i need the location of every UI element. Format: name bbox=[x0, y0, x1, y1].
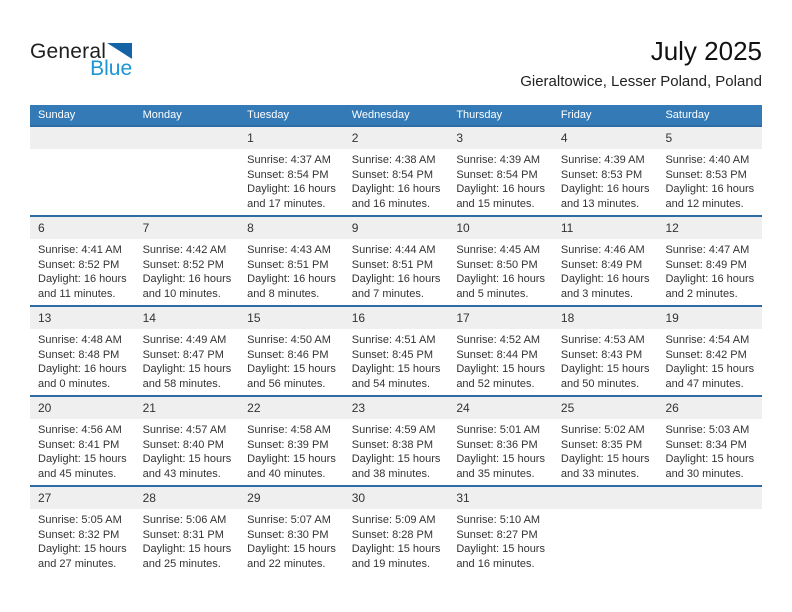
daylight-text: Daylight: 15 hours and 22 minutes. bbox=[247, 543, 336, 570]
sunset-text: Sunset: 8:50 PM bbox=[456, 258, 538, 271]
daylight-text: Daylight: 16 hours and 10 minutes. bbox=[142, 273, 232, 300]
sunrise-text: Sunrise: 4:37 AM bbox=[247, 154, 331, 166]
sunrise-text: Sunrise: 4:53 AM bbox=[560, 334, 645, 346]
sunrise-text: Sunrise: 5:01 AM bbox=[456, 424, 541, 436]
day-details bbox=[657, 149, 754, 211]
day-number: 27 bbox=[30, 487, 135, 509]
calendar-day-cell bbox=[344, 127, 449, 215]
day-details bbox=[30, 239, 127, 301]
general-blue-logo bbox=[30, 40, 132, 81]
sunset-text: Sunset: 8:34 PM bbox=[665, 438, 747, 451]
day-details bbox=[30, 509, 127, 571]
daylight-text: Daylight: 16 hours and 16 minutes. bbox=[351, 183, 441, 210]
day-number: 29 bbox=[239, 487, 344, 509]
sunrise-text: Sunrise: 4:51 AM bbox=[351, 334, 436, 346]
day-number: 17 bbox=[448, 307, 553, 329]
calendar-week-row bbox=[30, 485, 762, 575]
page-header bbox=[30, 36, 762, 90]
weekday-header-sunday: Sunday bbox=[38, 109, 76, 121]
weekday-header-saturday: Saturday bbox=[665, 109, 710, 121]
daylight-text: Daylight: 15 hours and 52 minutes. bbox=[456, 363, 545, 390]
weekday-header-wednesday: Wednesday bbox=[351, 109, 410, 121]
sunrise-text: Sunrise: 4:46 AM bbox=[560, 244, 645, 256]
day-number: 21 bbox=[135, 397, 240, 419]
sunset-text: Sunset: 8:38 PM bbox=[351, 438, 434, 451]
sunset-text: Sunset: 8:49 PM bbox=[560, 258, 643, 271]
sunrise-text: Sunrise: 5:05 AM bbox=[38, 514, 122, 526]
calendar-day-cell bbox=[239, 487, 344, 575]
day-number bbox=[553, 487, 658, 509]
calendar-day-cell bbox=[30, 487, 135, 575]
day-details bbox=[553, 329, 650, 391]
day-number bbox=[135, 127, 240, 149]
sunrise-text: Sunrise: 4:58 AM bbox=[247, 424, 331, 436]
daylight-text: Daylight: 16 hours and 12 minutes. bbox=[665, 183, 755, 210]
sunset-text: Sunset: 8:52 PM bbox=[142, 258, 224, 271]
calendar-day-cell bbox=[553, 307, 658, 395]
day-number: 19 bbox=[657, 307, 762, 329]
calendar-day-cell bbox=[135, 307, 240, 395]
calendar-table bbox=[30, 105, 762, 575]
sunrise-text: Sunrise: 5:03 AM bbox=[665, 424, 750, 436]
daylight-text: Daylight: 15 hours and 33 minutes. bbox=[560, 453, 650, 480]
calendar-day-cell bbox=[657, 217, 762, 305]
sunset-text: Sunset: 8:54 PM bbox=[456, 168, 538, 181]
day-number: 22 bbox=[239, 397, 344, 419]
sunrise-text: Sunrise: 4:47 AM bbox=[665, 244, 750, 256]
daylight-text: Daylight: 15 hours and 58 minutes. bbox=[142, 363, 232, 390]
day-details bbox=[135, 329, 232, 391]
sunset-text: Sunset: 8:27 PM bbox=[456, 528, 538, 541]
day-details bbox=[239, 149, 336, 211]
sunset-text: Sunset: 8:36 PM bbox=[456, 438, 538, 451]
logo-text-blue: Blue bbox=[90, 57, 133, 80]
day-number: 15 bbox=[239, 307, 344, 329]
daylight-text: Daylight: 15 hours and 56 minutes. bbox=[247, 363, 336, 390]
day-number: 5 bbox=[657, 127, 762, 149]
calendar-day-cell bbox=[135, 217, 240, 305]
day-number bbox=[30, 127, 135, 149]
day-details bbox=[553, 149, 650, 211]
day-number: 16 bbox=[344, 307, 449, 329]
day-number: 11 bbox=[553, 217, 658, 239]
logo-text-general: General bbox=[30, 40, 107, 63]
sunset-text: Sunset: 8:40 PM bbox=[142, 438, 224, 451]
daylight-text: Daylight: 15 hours and 19 minutes. bbox=[351, 543, 441, 570]
calendar-week-row bbox=[30, 395, 762, 485]
daylight-text: Daylight: 15 hours and 38 minutes. bbox=[351, 453, 441, 480]
day-number: 26 bbox=[657, 397, 762, 419]
day-number bbox=[657, 487, 762, 509]
daylight-text: Daylight: 15 hours and 16 minutes. bbox=[456, 543, 545, 570]
day-number: 3 bbox=[448, 127, 553, 149]
sunset-text: Sunset: 8:53 PM bbox=[560, 168, 643, 181]
month-title: July 2025 bbox=[650, 36, 762, 66]
calendar-day-cell bbox=[344, 397, 449, 485]
day-details bbox=[344, 419, 441, 481]
day-details bbox=[553, 419, 650, 481]
calendar-day-cell bbox=[344, 217, 449, 305]
sunrise-text: Sunrise: 4:38 AM bbox=[351, 154, 436, 166]
sunrise-text: Sunrise: 4:48 AM bbox=[38, 334, 122, 346]
daylight-text: Daylight: 15 hours and 43 minutes. bbox=[142, 453, 232, 480]
sunset-text: Sunset: 8:51 PM bbox=[351, 258, 434, 271]
sunset-text: Sunset: 8:41 PM bbox=[38, 438, 120, 451]
sunrise-text: Sunrise: 4:44 AM bbox=[351, 244, 436, 256]
calendar-day-cell bbox=[30, 217, 135, 305]
sunrise-text: Sunrise: 4:40 AM bbox=[665, 154, 750, 166]
day-details bbox=[239, 329, 336, 391]
calendar-day-cell bbox=[239, 127, 344, 215]
day-details bbox=[657, 329, 754, 391]
sunset-text: Sunset: 8:46 PM bbox=[247, 348, 329, 361]
day-details bbox=[344, 329, 441, 391]
sunrise-text: Sunrise: 4:45 AM bbox=[456, 244, 541, 256]
calendar-empty-cell bbox=[30, 127, 135, 215]
location-subtitle: Gieraltowice, Lesser Poland, Poland bbox=[520, 73, 762, 90]
day-details bbox=[239, 419, 336, 481]
day-details bbox=[448, 329, 545, 391]
daylight-text: Daylight: 16 hours and 8 minutes. bbox=[247, 273, 336, 300]
sunrise-text: Sunrise: 5:09 AM bbox=[351, 514, 436, 526]
day-number: 24 bbox=[448, 397, 553, 419]
sunset-text: Sunset: 8:45 PM bbox=[351, 348, 434, 361]
daylight-text: Daylight: 16 hours and 3 minutes. bbox=[560, 273, 650, 300]
sunset-text: Sunset: 8:53 PM bbox=[665, 168, 747, 181]
sunset-text: Sunset: 8:30 PM bbox=[247, 528, 329, 541]
day-details bbox=[657, 239, 754, 301]
calendar-day-cell bbox=[448, 127, 553, 215]
calendar-day-cell bbox=[553, 127, 658, 215]
sunset-text: Sunset: 8:43 PM bbox=[560, 348, 643, 361]
sunset-text: Sunset: 8:54 PM bbox=[247, 168, 329, 181]
calendar-empty-cell bbox=[657, 487, 762, 575]
sunrise-text: Sunrise: 5:02 AM bbox=[560, 424, 645, 436]
sunset-text: Sunset: 8:28 PM bbox=[351, 528, 434, 541]
day-number: 13 bbox=[30, 307, 135, 329]
sunrise-text: Sunrise: 5:10 AM bbox=[456, 514, 541, 526]
sunset-text: Sunset: 8:49 PM bbox=[665, 258, 747, 271]
calendar-week-row bbox=[30, 215, 762, 305]
daylight-text: Daylight: 15 hours and 25 minutes. bbox=[142, 543, 232, 570]
day-number: 8 bbox=[239, 217, 344, 239]
calendar-day-cell bbox=[448, 397, 553, 485]
calendar-day-cell bbox=[448, 487, 553, 575]
sunset-text: Sunset: 8:35 PM bbox=[560, 438, 643, 451]
calendar-day-cell bbox=[448, 307, 553, 395]
sunrise-text: Sunrise: 4:39 AM bbox=[456, 154, 541, 166]
calendar-week-row bbox=[30, 125, 762, 215]
sunset-text: Sunset: 8:44 PM bbox=[456, 348, 538, 361]
sunset-text: Sunset: 8:51 PM bbox=[247, 258, 329, 271]
daylight-text: Daylight: 16 hours and 0 minutes. bbox=[38, 363, 127, 390]
day-number: 28 bbox=[135, 487, 240, 509]
calendar-day-cell bbox=[448, 217, 553, 305]
day-number: 30 bbox=[344, 487, 449, 509]
sunrise-text: Sunrise: 5:06 AM bbox=[142, 514, 227, 526]
day-details bbox=[239, 509, 336, 571]
day-details bbox=[239, 239, 336, 301]
sunrise-text: Sunrise: 5:07 AM bbox=[247, 514, 331, 526]
sunrise-text: Sunrise: 4:43 AM bbox=[247, 244, 331, 256]
daylight-text: Daylight: 15 hours and 54 minutes. bbox=[351, 363, 441, 390]
day-number: 25 bbox=[553, 397, 658, 419]
sunset-text: Sunset: 8:39 PM bbox=[247, 438, 329, 451]
day-details bbox=[344, 509, 441, 571]
day-number: 31 bbox=[448, 487, 553, 509]
daylight-text: Daylight: 15 hours and 30 minutes. bbox=[665, 453, 755, 480]
daylight-text: Daylight: 15 hours and 40 minutes. bbox=[247, 453, 336, 480]
title-block bbox=[520, 36, 762, 90]
sunrise-text: Sunrise: 4:57 AM bbox=[142, 424, 227, 436]
day-number: 18 bbox=[553, 307, 658, 329]
sunrise-text: Sunrise: 4:41 AM bbox=[38, 244, 122, 256]
sunset-text: Sunset: 8:52 PM bbox=[38, 258, 120, 271]
calendar-day-cell bbox=[553, 217, 658, 305]
daylight-text: Daylight: 16 hours and 15 minutes. bbox=[456, 183, 545, 210]
sunrise-text: Sunrise: 4:49 AM bbox=[142, 334, 227, 346]
calendar-day-cell bbox=[239, 217, 344, 305]
calendar-day-cell bbox=[30, 397, 135, 485]
daylight-text: Daylight: 16 hours and 17 minutes. bbox=[247, 183, 336, 210]
day-number: 2 bbox=[344, 127, 449, 149]
day-details bbox=[344, 149, 441, 211]
day-details bbox=[135, 419, 232, 481]
daylight-text: Daylight: 16 hours and 7 minutes. bbox=[351, 273, 441, 300]
calendar-day-cell bbox=[657, 307, 762, 395]
weekday-header-friday: Friday bbox=[560, 109, 592, 121]
calendar-day-cell bbox=[30, 307, 135, 395]
sunset-text: Sunset: 8:42 PM bbox=[665, 348, 747, 361]
sunset-text: Sunset: 8:54 PM bbox=[351, 168, 434, 181]
daylight-text: Daylight: 15 hours and 35 minutes. bbox=[456, 453, 545, 480]
calendar-day-cell bbox=[239, 397, 344, 485]
calendar-day-cell bbox=[344, 487, 449, 575]
daylight-text: Daylight: 15 hours and 45 minutes. bbox=[38, 453, 127, 480]
day-number: 20 bbox=[30, 397, 135, 419]
day-details bbox=[448, 509, 545, 571]
day-details bbox=[657, 419, 754, 481]
calendar-empty-cell bbox=[135, 127, 240, 215]
day-number: 4 bbox=[553, 127, 658, 149]
calendar-day-cell bbox=[657, 127, 762, 215]
calendar-day-cell bbox=[135, 397, 240, 485]
weekday-header-monday: Monday bbox=[142, 109, 182, 121]
sunset-text: Sunset: 8:31 PM bbox=[142, 528, 224, 541]
calendar-weeks bbox=[30, 125, 762, 575]
day-number: 6 bbox=[30, 217, 135, 239]
day-details bbox=[30, 329, 127, 391]
daylight-text: Daylight: 16 hours and 5 minutes. bbox=[456, 273, 545, 300]
day-details bbox=[344, 239, 441, 301]
sunset-text: Sunset: 8:32 PM bbox=[38, 528, 120, 541]
sunrise-text: Sunrise: 4:50 AM bbox=[247, 334, 331, 346]
sunset-text: Sunset: 8:47 PM bbox=[142, 348, 224, 361]
sunrise-text: Sunrise: 4:54 AM bbox=[665, 334, 750, 346]
day-details bbox=[553, 239, 650, 301]
day-details bbox=[30, 419, 127, 481]
day-details bbox=[448, 149, 545, 211]
day-number: 12 bbox=[657, 217, 762, 239]
daylight-text: Daylight: 16 hours and 2 minutes. bbox=[665, 273, 755, 300]
day-number: 10 bbox=[448, 217, 553, 239]
calendar-day-cell bbox=[657, 397, 762, 485]
calendar-day-cell bbox=[553, 397, 658, 485]
day-number: 7 bbox=[135, 217, 240, 239]
sunset-text: Sunset: 8:48 PM bbox=[38, 348, 120, 361]
day-number: 23 bbox=[344, 397, 449, 419]
day-details bbox=[448, 419, 545, 481]
sunrise-text: Sunrise: 4:42 AM bbox=[142, 244, 227, 256]
weekday-header-thursday: Thursday bbox=[456, 109, 503, 121]
daylight-text: Daylight: 15 hours and 27 minutes. bbox=[38, 543, 127, 570]
day-details bbox=[448, 239, 545, 301]
calendar-day-cell bbox=[135, 487, 240, 575]
daylight-text: Daylight: 16 hours and 13 minutes. bbox=[560, 183, 650, 210]
daylight-text: Daylight: 15 hours and 47 minutes. bbox=[665, 363, 755, 390]
daylight-text: Daylight: 16 hours and 11 minutes. bbox=[38, 273, 127, 300]
day-number: 1 bbox=[239, 127, 344, 149]
sunrise-text: Sunrise: 4:59 AM bbox=[351, 424, 436, 436]
daylight-text: Daylight: 15 hours and 50 minutes. bbox=[560, 363, 650, 390]
day-details bbox=[135, 509, 232, 571]
sunrise-text: Sunrise: 4:56 AM bbox=[38, 424, 122, 436]
weekday-header-row bbox=[30, 105, 762, 125]
calendar-day-cell bbox=[344, 307, 449, 395]
calendar-week-row bbox=[30, 305, 762, 395]
day-details bbox=[135, 239, 232, 301]
day-number: 14 bbox=[135, 307, 240, 329]
calendar-empty-cell bbox=[553, 487, 658, 575]
weekday-header-tuesday: Tuesday bbox=[247, 109, 289, 121]
sunrise-text: Sunrise: 4:52 AM bbox=[456, 334, 541, 346]
calendar-day-cell bbox=[239, 307, 344, 395]
day-number: 9 bbox=[344, 217, 449, 239]
sunrise-text: Sunrise: 4:39 AM bbox=[560, 154, 645, 166]
